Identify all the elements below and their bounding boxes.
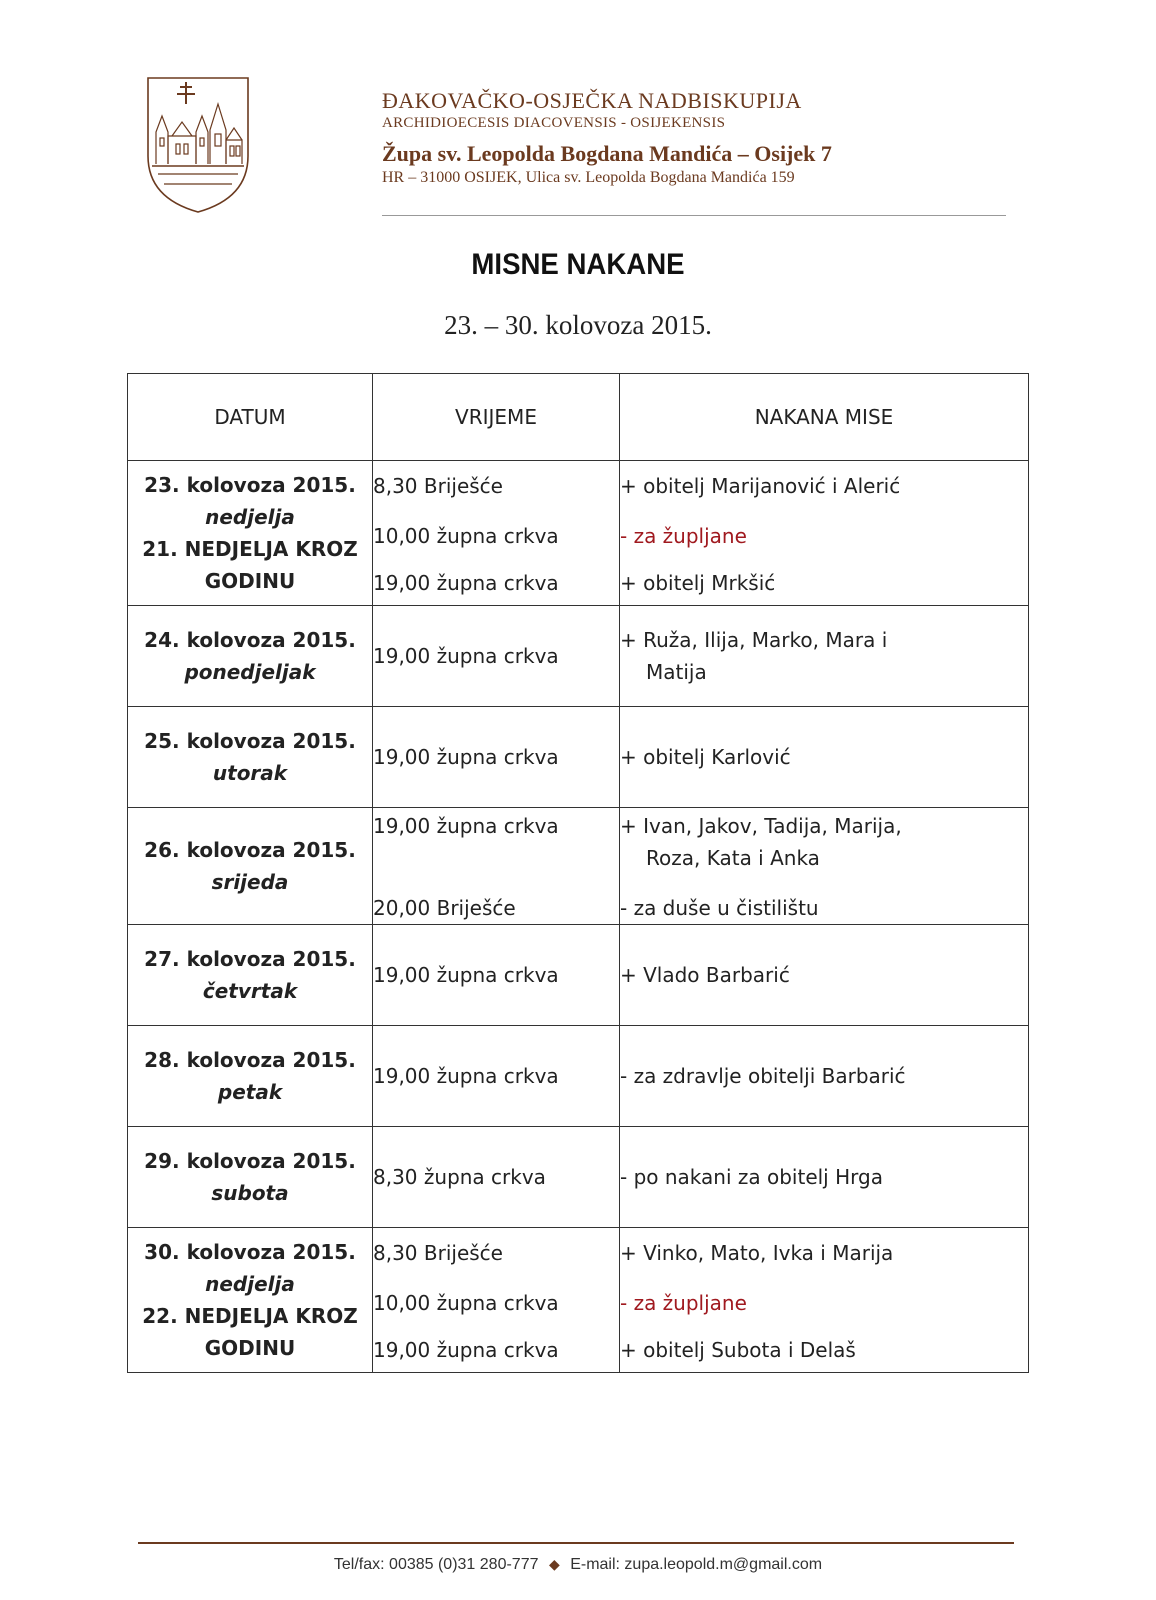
- intention-cell: [620, 461, 1029, 606]
- mass-time: 19,00 župna crkva: [373, 571, 559, 595]
- column-header-date: DATUM: [128, 374, 373, 461]
- intention-text: + Ruža, Ilija, Marko, Mara i: [620, 628, 888, 652]
- intention-cell: [620, 1228, 1029, 1373]
- time-cell: [373, 1228, 620, 1373]
- intention-cell: [620, 925, 1029, 1026]
- date-text: 28. kolovoza 2015.: [144, 1048, 356, 1072]
- page-title: MISNE NAKANE: [471, 248, 685, 281]
- footer-email: E-mail: zupa.leopold.m@gmail.com: [570, 1556, 823, 1573]
- intention-text: + obitelj Subota i Delaš: [620, 1338, 856, 1362]
- date-cell: [128, 1228, 373, 1373]
- diamond-icon: ◆: [548, 1556, 560, 1572]
- mass-time: 19,00 župna crkva: [373, 1338, 559, 1362]
- intention-text: - za zdravlje obitelji Barbarić: [620, 1064, 906, 1088]
- weekday: ponedjeljak: [184, 660, 316, 684]
- table-row: [128, 461, 1029, 606]
- intention-text: - za župljane: [620, 1291, 747, 1315]
- intention-text-continued: Roza, Kata i Anka: [646, 846, 820, 870]
- letterhead: [382, 88, 832, 188]
- date-text: 23. kolovoza 2015.: [144, 473, 356, 497]
- table-row: [128, 925, 1029, 1026]
- intention-text: + obitelj Mrkšić: [620, 571, 776, 595]
- mass-time: 10,00 župna crkva: [373, 1291, 559, 1315]
- time-cell: [373, 1026, 620, 1127]
- table-header-row: [128, 374, 1029, 461]
- intention-cell: [620, 707, 1029, 808]
- time-cell: [373, 1127, 620, 1228]
- parish-name: Župa sv. Leopolda Bogdana Mandića – Osijek 7: [382, 141, 832, 166]
- date-cell: [128, 707, 373, 808]
- liturgical-day: 21. NEDJELJA KROZ GODINU: [142, 537, 358, 593]
- mass-time: 20,00 Briješće: [373, 896, 516, 920]
- date-text: 29. kolovoza 2015.: [144, 1149, 356, 1173]
- weekday: četvrtak: [202, 979, 298, 1003]
- time-cell: [373, 808, 620, 925]
- date-text: 30. kolovoza 2015.: [144, 1240, 356, 1264]
- table-row: [128, 808, 1029, 925]
- parish-address: HR – 31000 OSIJEK, Ulica sv. Leopolda Bogdana Mandića 159: [382, 169, 795, 186]
- table-row: [128, 1026, 1029, 1127]
- intention-text: - po nakani za obitelj Hrga: [620, 1165, 883, 1189]
- time-cell: [373, 461, 620, 606]
- mass-time: 10,00 župna crkva: [373, 524, 559, 548]
- time-cell: [373, 606, 620, 707]
- weekday: petak: [217, 1080, 283, 1104]
- intention-text: + Vlado Barbarić: [620, 963, 790, 987]
- weekday: nedjelja: [205, 1272, 295, 1296]
- intention-cell: [620, 1127, 1029, 1228]
- mass-time: 19,00 župna crkva: [373, 644, 559, 668]
- archdiocese-latin-name: ARCHIDIOECESIS DIACOVENSIS - OSIJEKENSIS: [382, 115, 726, 131]
- date-cell: [128, 925, 373, 1026]
- column-header-intention: NAKANA MISE: [620, 374, 1029, 461]
- footer-divider: [138, 1542, 1014, 1544]
- mass-intentions-table: [127, 373, 1029, 1373]
- mass-time: 19,00 župna crkva: [373, 745, 559, 769]
- intention-text: + Ivan, Jakov, Tadija, Marija,: [620, 814, 902, 838]
- date-text: 25. kolovoza 2015.: [144, 729, 356, 753]
- intention-text: - za duše u čistilištu: [620, 896, 819, 920]
- intention-text-continued: Matija: [646, 660, 707, 684]
- weekday: nedjelja: [205, 505, 295, 529]
- intention-cell: [620, 1026, 1029, 1127]
- weekday: srijeda: [211, 870, 289, 894]
- liturgical-day: 22. NEDJELJA KROZ GODINU: [142, 1304, 358, 1360]
- date-text: 27. kolovoza 2015.: [144, 947, 356, 971]
- weekday: utorak: [212, 761, 288, 785]
- date-text: 24. kolovoza 2015.: [144, 628, 356, 652]
- footer-phone: Tel/fax: 00385 (0)31 280-777: [333, 1556, 539, 1573]
- mass-time: 19,00 župna crkva: [373, 963, 559, 987]
- table-row: [128, 1127, 1029, 1228]
- mass-time: 19,00 župna crkva: [373, 1064, 559, 1088]
- table-row: [128, 1228, 1029, 1373]
- date-cell: [128, 1127, 373, 1228]
- mass-time: 19,00 župna crkva: [373, 814, 559, 838]
- date-text: 26. kolovoza 2015.: [144, 838, 356, 862]
- date-cell: [128, 461, 373, 606]
- table-row: [128, 606, 1029, 707]
- mass-time: 8,30 Briješće: [373, 474, 503, 498]
- archdiocese-name: ĐAKOVAČKO-OSJEČKA NADBISKUPIJA: [382, 88, 802, 113]
- footer: [0, 1556, 1156, 1574]
- date-range: 23. – 30. kolovoza 2015.: [444, 310, 712, 340]
- intention-cell: [620, 808, 1029, 925]
- intention-text: + obitelj Marijanović i Alerić: [620, 474, 901, 498]
- date-cell: [128, 808, 373, 925]
- intention-text: - za župljane: [620, 524, 747, 548]
- letterhead-divider: [382, 215, 1006, 216]
- time-cell: [373, 925, 620, 1026]
- mass-time: 8,30 župna crkva: [373, 1165, 546, 1189]
- weekday: subota: [211, 1181, 289, 1205]
- intention-text: + obitelj Karlović: [620, 745, 791, 769]
- table-row: [128, 707, 1029, 808]
- time-cell: [373, 707, 620, 808]
- date-cell: [128, 606, 373, 707]
- mass-time: 8,30 Briješće: [373, 1241, 503, 1265]
- column-header-time: VRIJEME: [373, 374, 620, 461]
- intention-text: + Vinko, Mato, Ivka i Marija: [620, 1241, 894, 1265]
- cathedral-crest-icon: [144, 74, 252, 216]
- date-cell: [128, 1026, 373, 1127]
- intention-cell: [620, 606, 1029, 707]
